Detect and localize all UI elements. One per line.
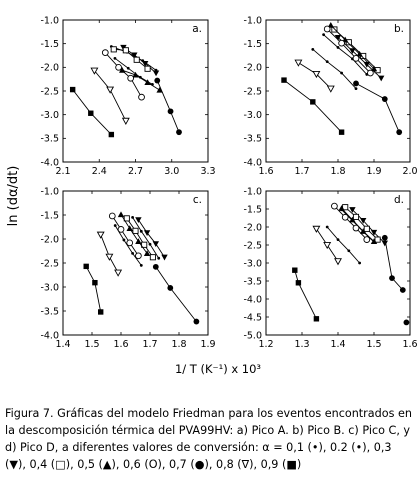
data-point <box>118 211 124 217</box>
panel-a <box>40 15 215 177</box>
y-tick-label: -5.0 <box>243 330 262 342</box>
panel-label: a. <box>192 23 202 35</box>
series-7 <box>382 235 406 293</box>
x-axis-label: 1/ T (K⁻¹) x 10³ <box>174 362 262 376</box>
panel-b <box>243 15 417 177</box>
y-tick-label: -2.0 <box>40 62 59 74</box>
data-point <box>404 320 410 326</box>
data-point <box>295 60 301 66</box>
x-tick-label: 1.6 <box>113 339 129 350</box>
data-point <box>140 264 143 267</box>
y-tick-label: -3.5 <box>40 133 59 145</box>
data-point <box>353 225 359 231</box>
y-tick-label: -1.5 <box>243 204 262 216</box>
y-tick-label: -3.5 <box>40 306 59 318</box>
chart-panels <box>40 15 417 350</box>
series-line <box>127 218 153 257</box>
y-tick-label: -3.0 <box>40 282 59 294</box>
x-tick-label: 1.4 <box>55 339 71 350</box>
data-point <box>145 66 150 71</box>
x-tick-label: 3.0 <box>164 166 180 177</box>
data-point <box>114 57 117 60</box>
data-point <box>324 242 330 248</box>
series-2 <box>311 48 357 90</box>
y-tick-label: -2.0 <box>243 222 262 234</box>
data-point <box>106 254 112 260</box>
figure-caption: Figura 7. Gráficas del modelo Friedman para los eventos encontrados en la descomposición térmica del PVA99HV: a) Pico A. b) Pico B. c) Pico C, y d) Pico D, a diferentes valores de conversión: α = 0,1 (•), 0.2 (•), 0,3 (▼), 0,4 (□), 0,5 (▲), 0,6 (O), 0,7 (●), 0,8 (∇), 0,9 (■) <box>5 407 412 471</box>
series-7 <box>154 78 182 135</box>
series-line <box>327 227 359 263</box>
data-point <box>116 64 122 70</box>
data-point <box>389 275 395 281</box>
data-point <box>281 77 286 82</box>
series-line <box>298 63 330 89</box>
data-point <box>364 226 369 231</box>
data-point <box>167 285 173 291</box>
x-tick-label: 2.4 <box>91 166 107 177</box>
series-9 <box>281 77 344 134</box>
x-tick-label: 2.7 <box>127 166 144 177</box>
series-line <box>157 81 179 133</box>
data-point <box>115 270 121 276</box>
series-8 <box>313 226 341 264</box>
data-point <box>131 216 134 219</box>
data-point <box>311 48 314 51</box>
data-point <box>342 214 348 220</box>
data-point <box>136 253 142 259</box>
x-tick-label: 1.6 <box>402 339 418 350</box>
x-tick-label: 1.7 <box>294 166 310 177</box>
data-point <box>340 72 343 75</box>
series-9 <box>84 264 104 315</box>
y-tick-label: -3.0 <box>243 109 262 121</box>
data-point <box>324 26 330 32</box>
x-tick-label: 1.9 <box>366 166 382 177</box>
data-point <box>400 287 406 293</box>
data-point <box>339 40 345 46</box>
data-point <box>337 46 340 49</box>
data-point <box>92 280 97 285</box>
data-point <box>161 255 167 261</box>
y-tick-label: -3.5 <box>243 133 262 145</box>
data-point <box>118 227 124 233</box>
data-point <box>382 96 388 102</box>
x-tick-label: 1.7 <box>142 339 158 350</box>
x-tick-label: 2.1 <box>55 166 71 177</box>
data-point <box>102 50 108 56</box>
y-tick-label: -1.0 <box>243 186 262 198</box>
data-point <box>353 55 359 61</box>
x-tick-label: 2.0 <box>402 166 418 177</box>
panel-label: c. <box>192 194 202 206</box>
data-point <box>328 86 334 92</box>
data-point <box>133 228 138 233</box>
series-line <box>313 49 356 88</box>
y-tick-label: -1.0 <box>40 186 59 198</box>
data-point <box>353 81 359 87</box>
x-tick-label: 1.4 <box>330 339 346 350</box>
y-tick-label: -1.5 <box>40 38 59 50</box>
y-tick-label: -2.5 <box>243 86 262 98</box>
data-point <box>128 75 134 81</box>
y-tick-label: -4.0 <box>243 294 262 306</box>
y-tick-label: -1.0 <box>40 15 59 27</box>
data-point <box>123 239 126 242</box>
x-tick-label: 1.5 <box>84 339 100 350</box>
series-line <box>295 270 317 319</box>
data-point <box>131 252 134 255</box>
data-point <box>326 226 329 229</box>
series-5 <box>338 205 377 244</box>
y-tick-label: -4.0 <box>40 157 59 169</box>
y-tick-label: -1.5 <box>40 210 59 222</box>
y-tick-label: -4.0 <box>40 330 59 342</box>
data-point <box>98 309 103 314</box>
series-5 <box>328 22 378 71</box>
x-tick-label: 1.8 <box>330 166 346 177</box>
series-4 <box>343 205 381 243</box>
panel-label: d. <box>393 194 404 206</box>
data-point <box>109 213 115 219</box>
series-line <box>101 235 118 273</box>
y-tick-label: -2.5 <box>40 258 59 270</box>
series-8 <box>295 60 334 92</box>
data-point <box>150 255 155 260</box>
data-point <box>347 249 350 252</box>
x-tick-label: 1.3 <box>294 339 310 350</box>
data-point <box>127 67 130 70</box>
data-point <box>313 226 319 232</box>
y-tick-label: -1.0 <box>243 15 262 27</box>
x-tick-label: 3.3 <box>200 166 216 177</box>
data-point <box>157 257 160 260</box>
y-tick-label: -2.0 <box>40 234 59 246</box>
data-point <box>123 118 129 124</box>
data-point <box>140 230 143 233</box>
y-tick-label: -2.5 <box>243 240 262 252</box>
series-line <box>94 71 125 121</box>
data-point <box>194 319 200 325</box>
data-point <box>153 264 159 270</box>
series-line <box>342 208 374 241</box>
plot-frame <box>266 20 410 162</box>
y-axis-label: ln (dα/dt) <box>6 165 21 227</box>
data-point <box>139 94 145 100</box>
x-tick-label: 1.9 <box>200 339 216 350</box>
series-8 <box>98 232 122 276</box>
data-point <box>382 235 388 241</box>
data-point <box>123 48 128 53</box>
series-line <box>138 220 164 257</box>
series-line <box>156 267 197 322</box>
data-point <box>168 108 174 114</box>
series-7 <box>153 264 199 325</box>
data-point <box>337 238 340 241</box>
data-point <box>396 129 402 135</box>
data-point <box>353 214 358 219</box>
series-7 <box>353 81 402 136</box>
y-tick-label: -3.5 <box>243 276 262 288</box>
data-point <box>114 224 117 227</box>
series-10 <box>404 320 410 326</box>
data-point <box>292 268 297 273</box>
series-line <box>345 207 377 239</box>
panel-c <box>40 186 215 350</box>
data-point <box>358 262 361 265</box>
data-point <box>368 70 374 76</box>
data-point <box>339 129 344 134</box>
data-point <box>109 132 114 137</box>
data-point <box>378 76 384 82</box>
series-line <box>356 83 399 132</box>
data-point <box>364 237 370 243</box>
data-point <box>382 241 388 247</box>
series-9 <box>292 268 319 322</box>
y-tick-label: -4.5 <box>243 312 262 324</box>
series-line <box>385 238 403 290</box>
series-8 <box>91 68 129 124</box>
data-point <box>149 243 152 246</box>
y-tick-label: -1.5 <box>243 38 262 50</box>
data-point <box>107 87 113 93</box>
x-tick-label: 1.2 <box>258 339 274 350</box>
x-tick-label: 1.5 <box>366 339 382 350</box>
data-point <box>332 203 338 209</box>
data-point <box>134 57 139 62</box>
data-point <box>135 217 141 223</box>
data-point <box>176 129 182 135</box>
data-point <box>84 264 89 269</box>
series-line <box>122 70 160 90</box>
x-tick-label: 1.8 <box>171 339 187 350</box>
y-tick-label: -3.0 <box>243 258 262 270</box>
plot-frame <box>63 191 208 335</box>
data-point <box>153 70 159 76</box>
panel-d <box>243 186 417 350</box>
y-tick-label: -2.0 <box>243 62 262 74</box>
series-line <box>86 266 101 312</box>
data-point <box>322 33 325 36</box>
data-point <box>88 111 93 116</box>
data-point <box>310 99 315 104</box>
series-6 <box>324 26 373 76</box>
x-tick-label: 1.6 <box>258 166 274 177</box>
y-tick-label: -4.0 <box>243 157 262 169</box>
panel-label: b. <box>393 23 404 35</box>
data-point <box>153 241 159 247</box>
data-point <box>326 60 329 63</box>
data-point <box>355 87 358 90</box>
data-point <box>335 259 341 265</box>
data-point <box>314 316 319 321</box>
data-point <box>296 280 301 285</box>
data-point <box>154 78 160 84</box>
data-point <box>70 87 75 92</box>
data-point <box>98 232 104 238</box>
data-point <box>111 47 116 52</box>
y-tick-label: -2.5 <box>40 86 59 98</box>
series-2 <box>326 226 361 265</box>
data-point <box>127 240 133 246</box>
y-tick-label: -3.0 <box>40 109 59 121</box>
plot-frame <box>63 20 208 162</box>
series-9 <box>70 87 114 137</box>
